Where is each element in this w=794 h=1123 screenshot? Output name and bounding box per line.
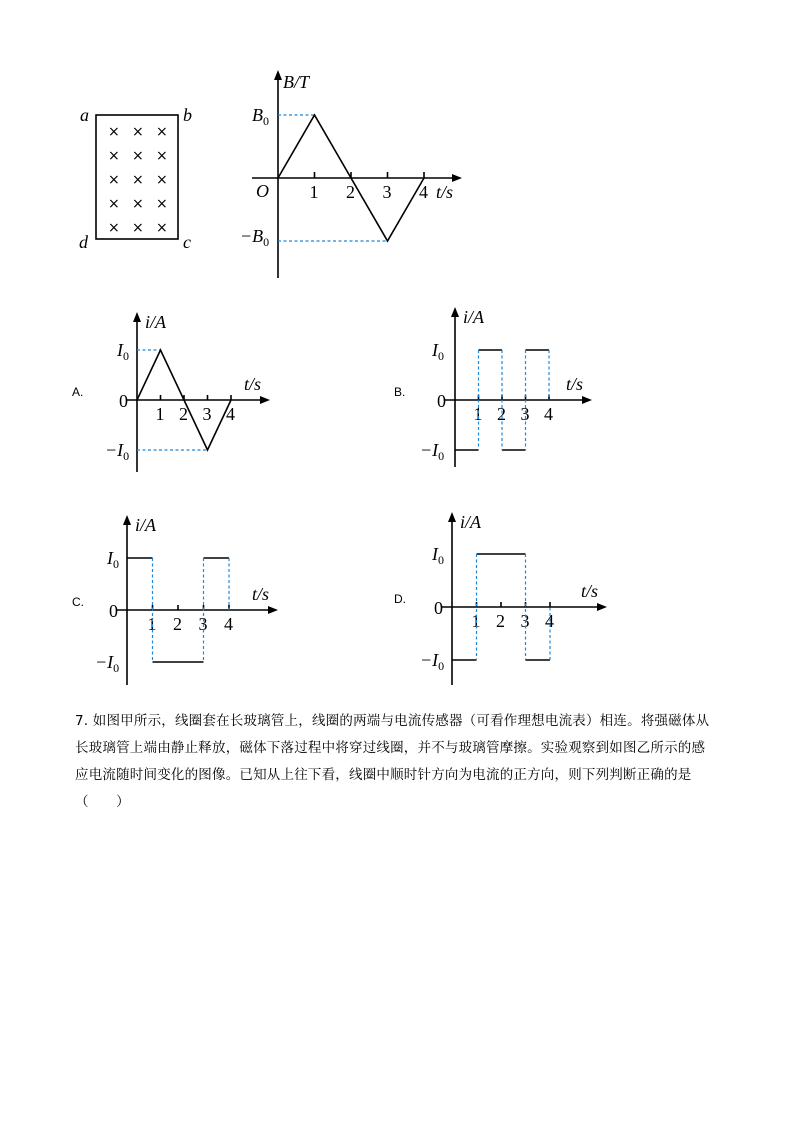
option-b-tick-label-1: 1 [473, 404, 483, 424]
field-cross-2-2: × [156, 172, 168, 188]
option-a-tick-label-2: 2 [179, 404, 188, 424]
option-b-y-arrow [451, 307, 459, 317]
x-tick-label-1: 1 [309, 182, 319, 202]
option-a-x-arrow [260, 396, 270, 404]
field-cross-3-1: × [132, 196, 144, 212]
option-c-zero-label: 0 [109, 601, 118, 621]
field-cross-4-0: × [108, 220, 120, 236]
corner-d-label: d [79, 232, 88, 252]
y-axis-arrow [274, 70, 282, 80]
option-b-tick-label-2: 2 [497, 404, 506, 424]
field-cross-1-2: × [156, 148, 168, 164]
b0-label: $B_0$ [252, 105, 269, 128]
option-c-x-axis-label: t/s [252, 584, 270, 604]
option-d-tick-label-1: 1 [471, 611, 481, 631]
field-cross-0-1: × [132, 124, 144, 140]
question-line-4: （ ） [75, 794, 130, 810]
option-b-x-arrow [582, 396, 592, 404]
option-b-neg-i0-label: $-I_0$ [420, 440, 445, 463]
option-b-tick-label-3: 3 [520, 404, 530, 424]
option-c-x-arrow [268, 606, 278, 614]
field-cross-3-0: × [108, 196, 120, 212]
field-cross-0-2: × [156, 124, 168, 140]
x-tick-label-4: 4 [419, 182, 428, 202]
option-a-neg-i0-label: $-I_0$ [105, 440, 130, 463]
option-b-tick-label-4: 4 [544, 404, 553, 424]
option-c-tick-label-3: 3 [198, 614, 208, 634]
neg-b0-label: $-B_0$ [240, 226, 270, 249]
option-d-tick-label-4: 4 [545, 611, 554, 631]
option-c-tick-label-4: 4 [224, 614, 233, 634]
field-cross-3-2: × [156, 196, 168, 212]
option-a-i0-label: $I_0$ [117, 340, 129, 363]
option-d-y-arrow [448, 512, 456, 522]
question-line-2: 长玻璃管上端由静止释放，磁体下落过程中将穿过线圈，并不与玻璃管摩擦。实验观察到如图乙所示的感 [75, 740, 706, 756]
option-c-neg-i0-label: $-I_0$ [95, 652, 120, 675]
corner-c-label: c [183, 232, 191, 252]
x-tick-label-2: 2 [346, 182, 355, 202]
x-axis-arrow [452, 174, 462, 182]
option-c-label: C. [72, 595, 84, 609]
option-d-i0-label: $I_0$ [432, 544, 444, 567]
option-a-zero-label: 0 [119, 391, 128, 411]
option-c-graph [70, 513, 280, 688]
option-d-x-axis-label: t/s [581, 581, 599, 601]
field-cross-4-1: × [132, 220, 144, 236]
option-a-y-axis-label: i/A [145, 312, 166, 332]
option-c-y-axis-label: i/A [135, 515, 156, 535]
loop-field-figure [70, 95, 200, 255]
corner-a-label: a [80, 105, 89, 125]
origin-label: O [256, 181, 269, 201]
field-cross-2-0: × [108, 172, 120, 188]
option-d-tick-label-3: 3 [520, 611, 530, 631]
option-d-neg-i0-label: $-I_0$ [420, 650, 445, 673]
field-cross-2-1: × [132, 172, 144, 188]
option-d-label: D. [394, 592, 406, 606]
field-cross-1-1: × [132, 148, 144, 164]
option-b-x-axis-label: t/s [566, 374, 584, 394]
option-c-tick-label-2: 2 [173, 614, 182, 634]
option-c-y-arrow [123, 515, 131, 525]
option-a-y-arrow [133, 312, 141, 322]
option-b-graph [392, 305, 602, 470]
option-b-label: B. [394, 385, 406, 399]
magnetic-field-grid [108, 124, 168, 236]
option-d-graph [392, 510, 612, 688]
option-d-x-arrow [597, 603, 607, 611]
option-b-i0-label: $I_0$ [432, 340, 444, 363]
x-tick-label-3: 3 [382, 182, 392, 202]
question-7 [75, 708, 725, 816]
option-a-tick-label-4: 4 [226, 404, 235, 424]
option-a-graph [70, 310, 280, 475]
option-b-y-axis-label: i/A [463, 307, 484, 327]
corner-b-label: b [183, 105, 192, 125]
field-cross-1-0: × [108, 148, 120, 164]
b-t-graph [240, 68, 470, 283]
y-axis-label: B/T [283, 72, 310, 92]
option-a-x-axis-label: t/s [244, 374, 262, 394]
option-a-tick-label-3: 3 [202, 404, 212, 424]
field-cross-0-0: × [108, 124, 120, 140]
x-axis-label: t/s [436, 182, 454, 202]
option-b-zero-label: 0 [437, 391, 446, 411]
option-a-tick-label-1: 1 [155, 404, 165, 424]
option-d-zero-label: 0 [434, 598, 443, 618]
option-d-tick-label-2: 2 [496, 611, 505, 631]
field-cross-4-2: × [156, 220, 168, 236]
question-line-3: 应电流随时间变化的图像。已知从上往下看，线圈中顺时针方向为电流的正方向，则下列判断正确的是 [75, 767, 692, 783]
option-d-y-axis-label: i/A [460, 512, 481, 532]
option-c-i0-label: $I_0$ [107, 548, 119, 571]
x-tick-group [310, 172, 429, 202]
question-line-1: 7. 如图甲所示，线圈套在长玻璃管上，线圈的两端与电流传感器（可看作理想电流表）相连。将强磁体从 [75, 713, 710, 729]
option-a-label: A. [72, 385, 84, 399]
option-c-tick-label-1: 1 [147, 614, 157, 634]
